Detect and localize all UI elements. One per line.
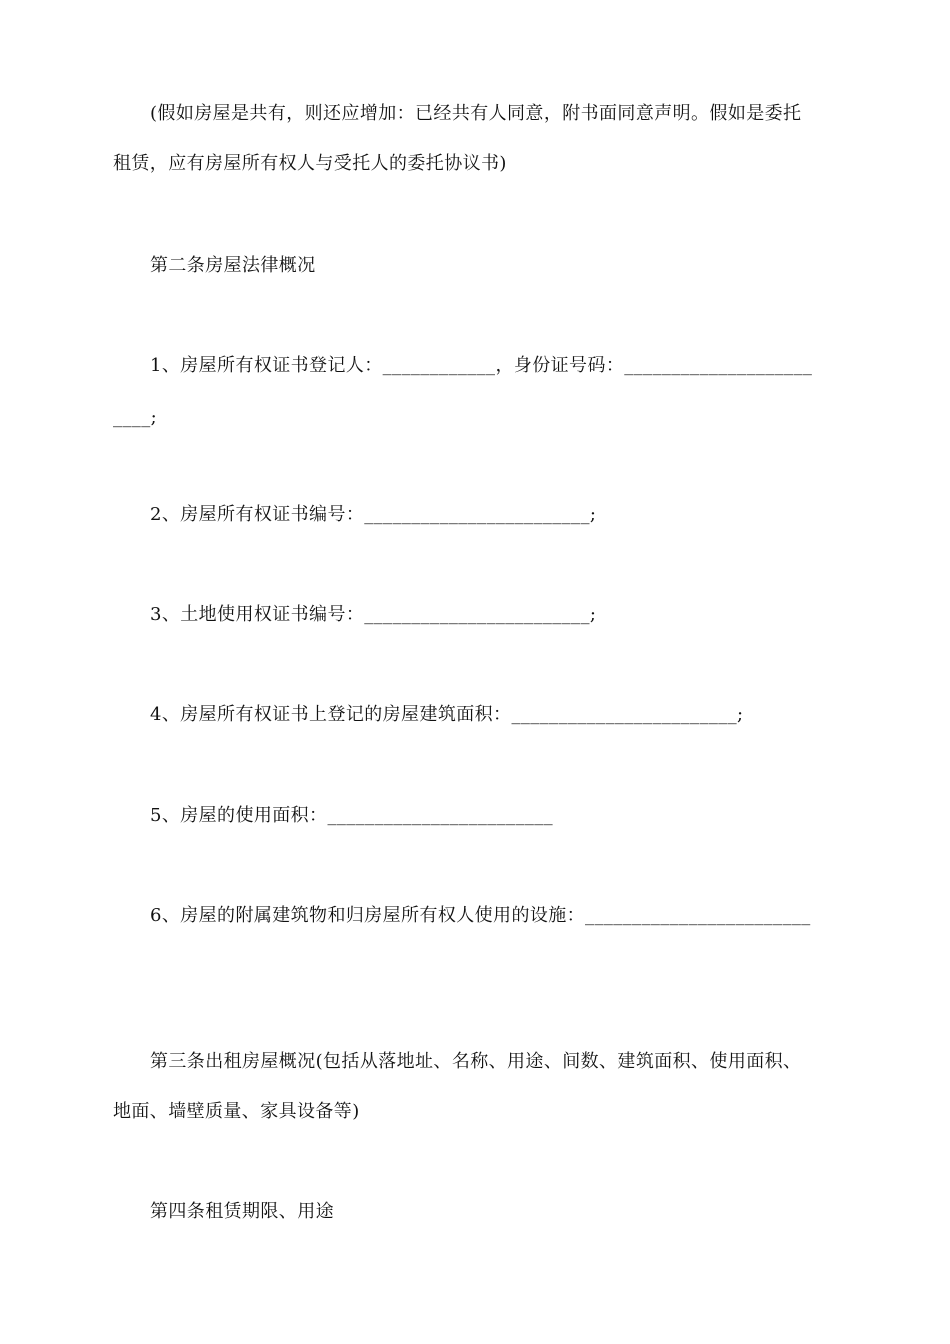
item-4: 4、房屋所有权证书上登记的房屋建筑面积：________________________; [150,704,744,725]
note-paragraph-line-1: (假如房屋是共有，则还应增加：已经共有人同意，附书面同意声明。假如是委托 [150,103,802,124]
item-5: 5、房屋的使用面积：________________________ [150,805,554,826]
article-2-heading: 第二条房屋法律概况 [150,255,316,276]
item-3: 3、土地使用权证书编号：________________________; [150,604,597,625]
article-4-heading: 第四条租赁期限、用途 [150,1201,334,1222]
note-paragraph-line-2: 租赁，应有房屋所有权人与受托人的委托协议书) [113,153,507,174]
item-1-line-1: 1、房屋所有权证书登记人：____________，身份证号码：____________________ [150,355,813,376]
item-6: 6、房屋的附属建筑物和归房屋所有权人使用的设施：________________________ [150,905,811,926]
article-3-line-2: 地面、墙壁质量、家具设备等) [113,1101,360,1122]
item-2: 2、房屋所有权证书编号：________________________; [150,504,597,525]
article-3-line-1: 第三条出租房屋概况(包括从落地址、名称、用途、间数、建筑面积、使用面积、 [150,1051,802,1072]
item-1-line-2: ____; [113,407,158,428]
